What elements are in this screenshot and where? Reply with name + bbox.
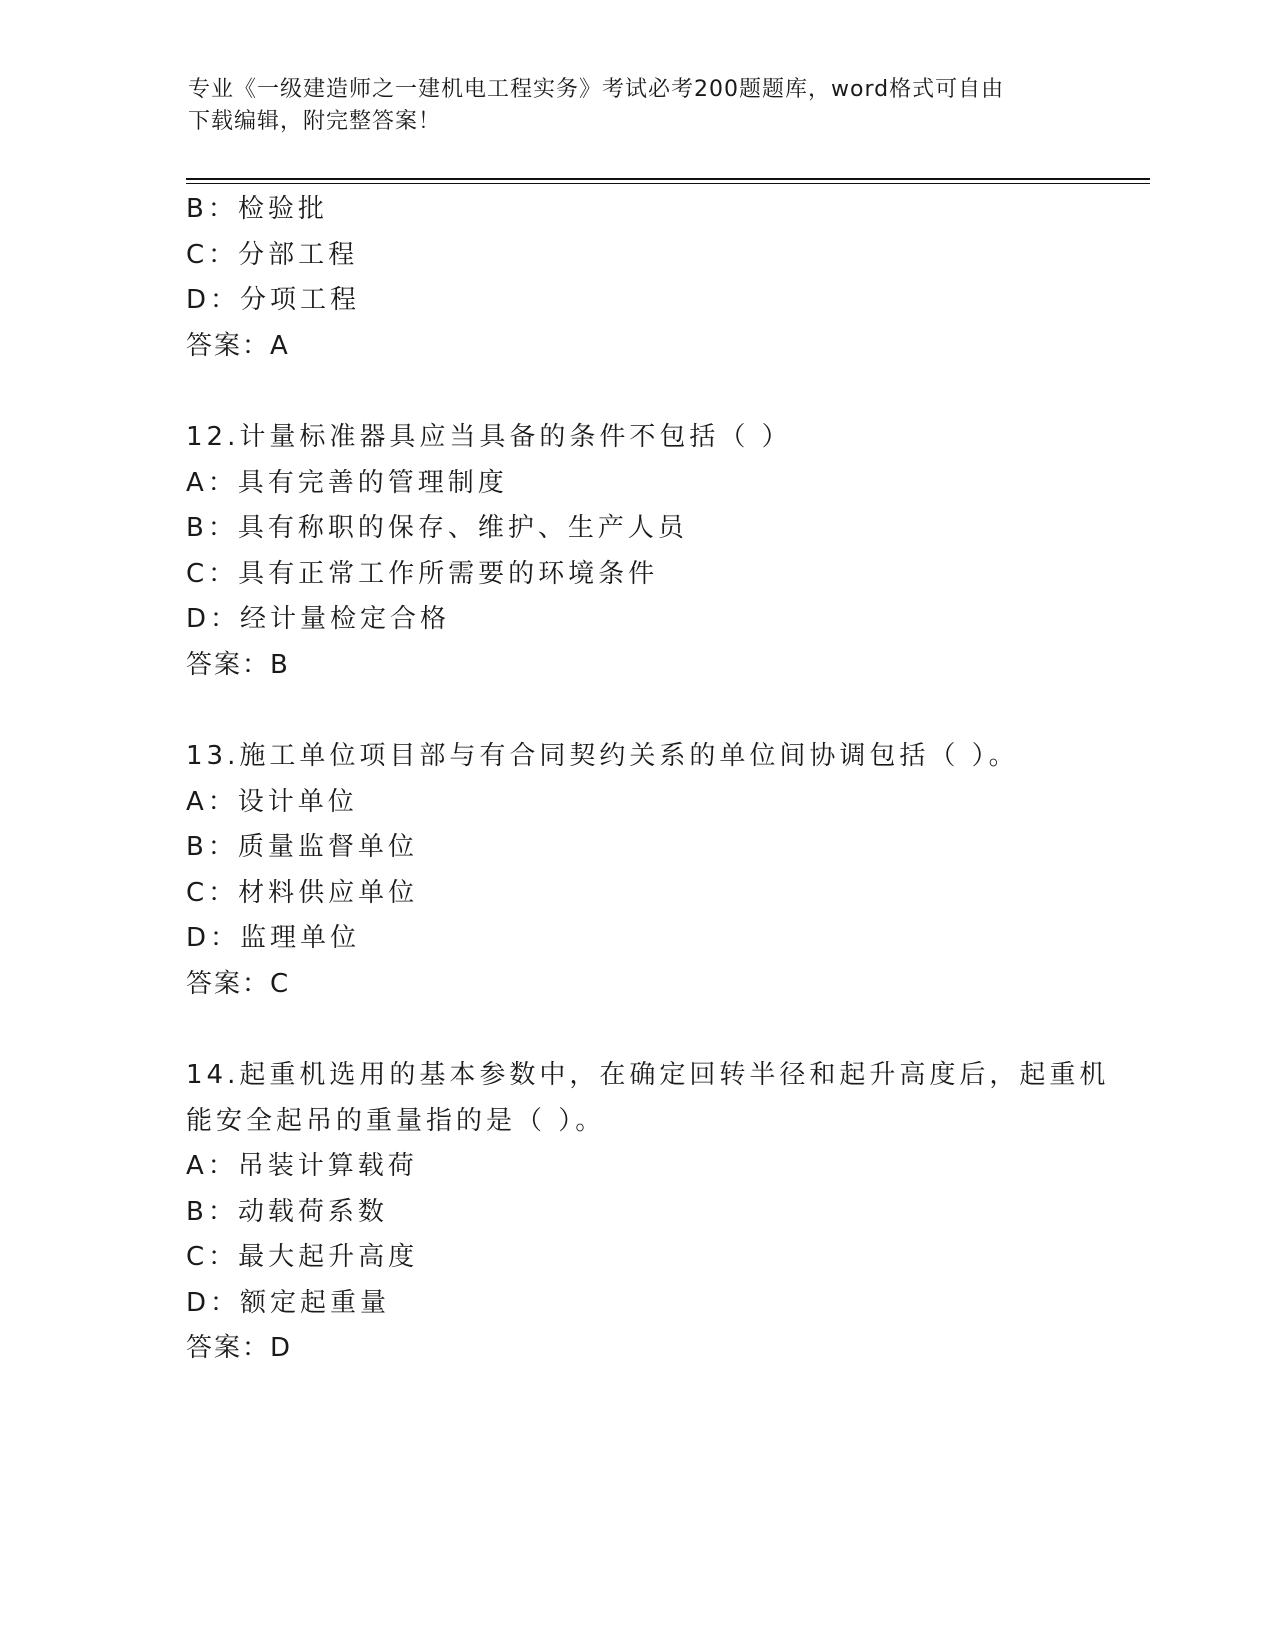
header-rule-thick <box>186 178 1150 180</box>
option-b: B：质量监督单位 <box>186 832 418 862</box>
option-d: D：监理单位 <box>186 923 361 953</box>
option-d: D：分项工程 <box>186 285 361 315</box>
answer: 答案：B <box>186 649 290 680</box>
question-text-line-2: 能安全起吊的重量指的是（ ）。 <box>186 1105 606 1136</box>
option-c: C：最大起升高度 <box>186 1242 419 1272</box>
option-a: A：吊装计算载荷 <box>186 1151 418 1181</box>
option-a: A：具有完善的管理制度 <box>186 467 508 498</box>
option-c: C：材料供应单位 <box>186 877 419 908</box>
answer: 答案：D <box>186 1333 293 1363</box>
header-rule-thin <box>186 183 1150 184</box>
question-14 <box>186 1053 1146 1372</box>
answer: 答案：A <box>186 330 290 361</box>
header-line-2: 下载编辑，附完整答案！ <box>188 109 442 134</box>
question-list <box>186 187 1146 1372</box>
question-text: 13.施工单位项目部与有合同契约关系的单位间协调包括（ ）。 <box>186 741 1019 771</box>
option-b: B：检验批 <box>186 194 328 224</box>
option-b: B：具有称职的保存、维护、生产人员 <box>186 513 688 543</box>
option-d: D：经计量检定合格 <box>186 604 451 634</box>
option-c: C：具有正常工作所需要的环境条件 <box>186 558 659 589</box>
question-text: 12.计量标准器具应当具备的条件不包括（ ） <box>186 422 792 452</box>
document-header <box>188 74 1068 138</box>
question-12 <box>186 415 1146 688</box>
question-13 <box>186 734 1146 1007</box>
option-d: D：额定起重量 <box>186 1287 391 1318</box>
header-line-1: 专业《一级建造师之一建机电工程实务》考试必考200题题库，word格式可自由 <box>188 77 1005 102</box>
option-a: A：设计单位 <box>186 786 358 817</box>
question-11-continued <box>186 187 1146 369</box>
option-b: B：动载荷系数 <box>186 1196 388 1227</box>
question-text-line-1: 14.起重机选用的基本参数中，在确定回转半径和起升高度后，起重机 <box>186 1060 1110 1090</box>
answer: 答案：C <box>186 968 291 999</box>
option-c: C：分部工程 <box>186 239 359 270</box>
